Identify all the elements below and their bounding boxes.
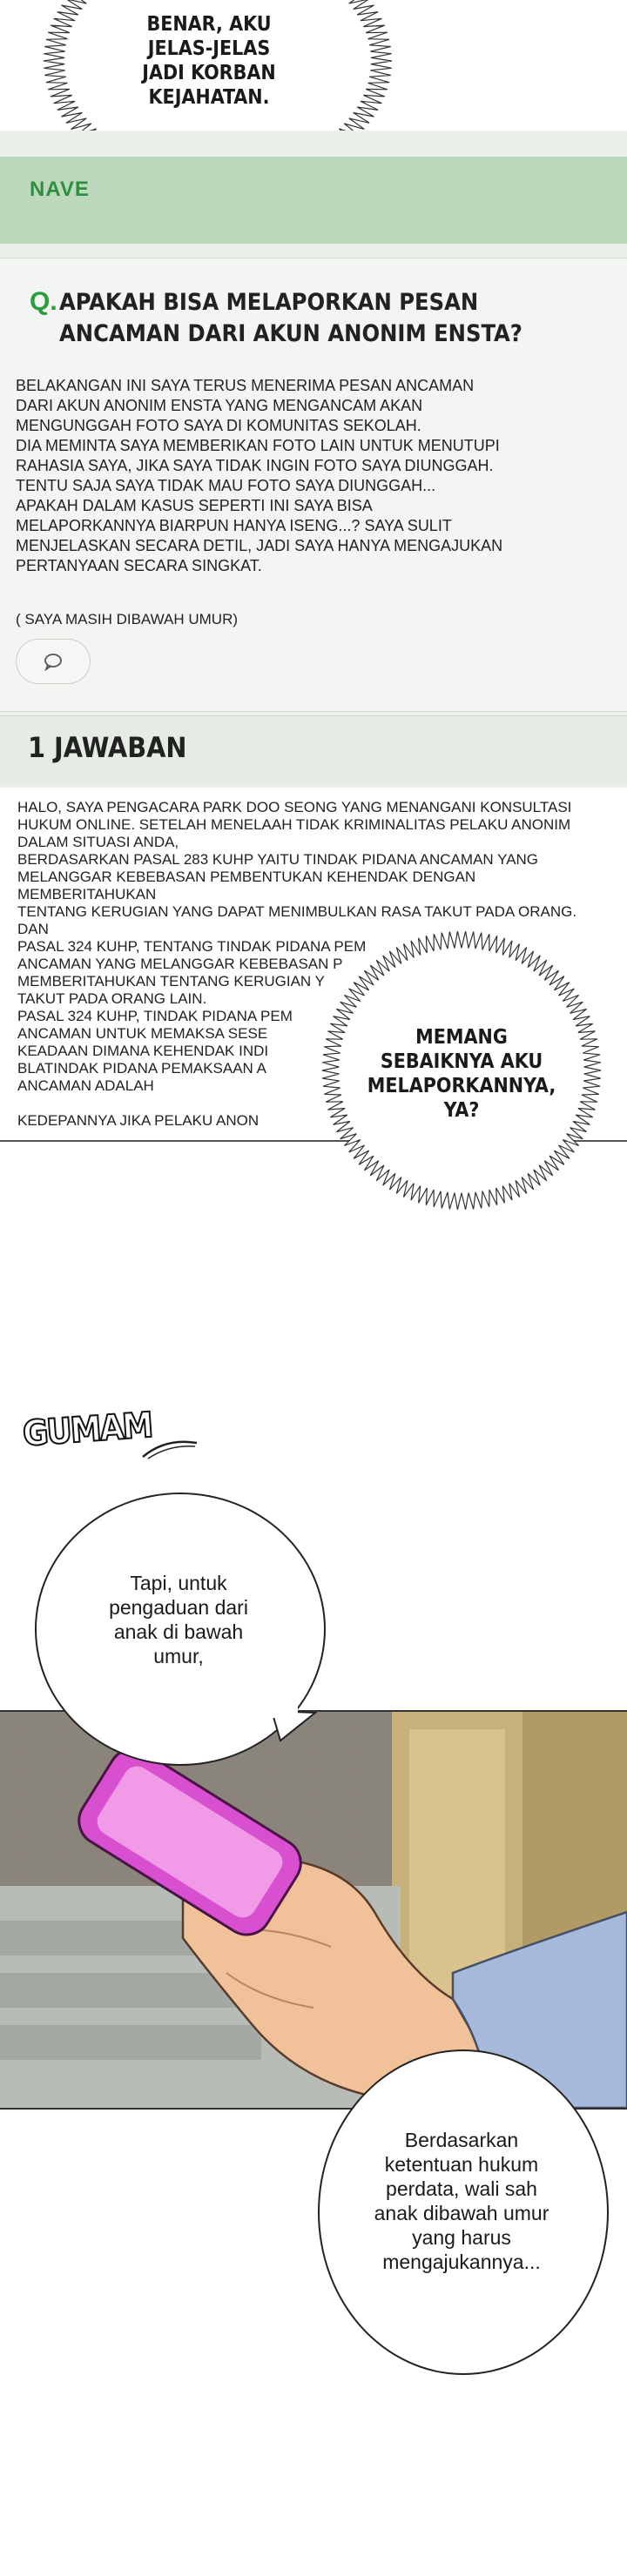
answer-count-title: 1 JAWABAN <box>28 731 187 764</box>
speech-text-mid: MEMANG SEBAIKNYA AKU MELAPORKANNYA, YA? <box>367 1026 556 1122</box>
speech-text-top: BENAR, AKU JELAS-JELAS JADI KORBAN KEJAHATAN. <box>142 13 276 109</box>
scene-illustration <box>0 1712 627 2108</box>
answer-body: HALO, SAYA PENGACARA PARK DOO SEONG YANG MENANGANI KONSULTASI HUKUM ONLINE. SETELAH MENELAAH TIDAK KRIMINALITAS PELAKU ANONIM DALAM SITUASI ANDA, BERDASARKAN PASAL 283 KUHP YAITU TINDAK PIDANA ANCAMAN YANG MELANGGAR KEBEBASAN PEMBENTUKAN KEHENDAK DENGAN MEMBERITAHUKAN TENTANG KERUGIAN YANG DAPAT MENIMBULKAN RASA TAKUT PADA ORANG. DAN PASAL 324 KUHP, TENTANG TINDAK PIDANA PEM ANCAMAN YANG MELANGGAR KEBEBASAN P MEMBERITAHUKAN TENTANG KERUGIAN Y TAKUT PADA ORANG LAIN. PASAL 324 KUHP, TINDAK PIDANA PEM ANCAMAN UNTUK MEMAKSA SESE KEADAAN DIMANA KEHENDAK INDI BLATINDAK PIDANA PEMAKSAAN A ANCAMAN ADALAH KEDEPANNYA JIKA PELAKU ANON <box>17 799 577 1129</box>
question-mark-label: Q. <box>30 287 57 316</box>
question-note: ( SAYA MASIH DIBAWAH UMUR) <box>16 611 239 627</box>
mumble-line <box>139 1436 200 1462</box>
sfx-gumam: GUMAM <box>21 1405 153 1455</box>
nav-logo[interactable]: NAVE <box>30 178 90 201</box>
phone-scene <box>0 1710 627 2110</box>
comment-button[interactable] <box>16 639 91 684</box>
question-body: BELAKANGAN INI SAYA TERUS MENERIMA PESAN ANCAMAN DARI AKUN ANONIM ENSTA YANG MENGANCAM AKAN MENGUNGGAH FOTO SAYA DI KOMUNITAS SEKOLAH. DIA MEMINTA SAYA MEMBERIKAN FOTO LAIN UNTUK MENUTUPI RAHASIA SAYA, JIKA SAYA TIDAK INGIN FOTO SAYA DIUNGGAH. TENTU SAJA SAYA TIDAK MAU FOTO SAYA DIUNGGAH... APAKAH DALAM KASUS SEPERTI INI SAYA BISA MELAPORKANNYA BIARPUN HANYA ISENG...? SAYA SULIT MENJELASKAN SECARA DETIL, JADI SAYA HANYA MENGAJUKAN PERTANYAAN SECARA SINGKAT. <box>16 377 503 574</box>
bubble-tail-tapi <box>272 1706 324 1758</box>
speech-text-tapi: Tapi, untuk pengaduan dari anak di bawah umur, <box>109 1572 248 1667</box>
speech-bubble-icon <box>43 652 64 671</box>
question-title: APAKAH BISA MELAPORKAN PESAN ANCAMAN DARI AKUN ANONIM ENSTA? <box>59 289 522 347</box>
speech-text-bottom: Berdasarkan ketentuan hukum perdata, wali sah anak dibawah umur yang harus mengajukannya... <box>374 2129 549 2273</box>
nav-bar <box>0 157 627 244</box>
